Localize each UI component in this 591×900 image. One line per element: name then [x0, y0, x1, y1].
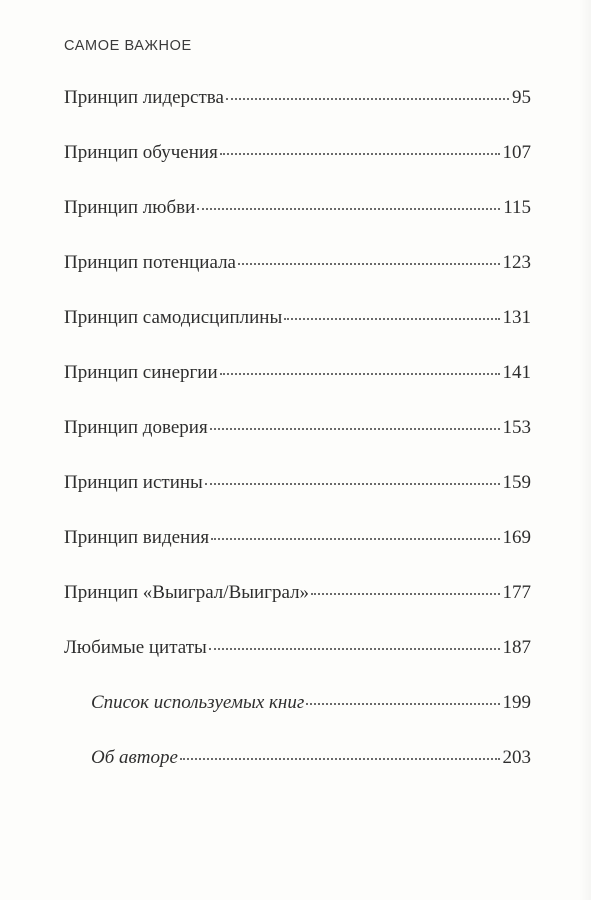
toc-entry-title: Принцип истины	[64, 472, 203, 493]
toc-entry	[64, 510, 531, 565]
toc-entry	[64, 345, 531, 400]
toc-entry	[64, 125, 531, 180]
dot-leader	[210, 427, 500, 430]
toc-entry-page-number: 107	[502, 142, 531, 163]
toc-entry-title: Принцип синергии	[64, 362, 218, 383]
toc-entry	[64, 730, 531, 785]
toc-entry-page-number: 159	[502, 472, 531, 493]
toc-entry-title: Принцип видения	[64, 527, 210, 548]
toc-entry	[64, 70, 531, 125]
toc-entry-title: Любимые цитаты	[64, 637, 207, 658]
dot-leader	[209, 647, 500, 650]
dot-leader	[284, 317, 499, 320]
toc-entry	[64, 400, 531, 455]
dot-leader	[205, 482, 500, 485]
table-of-contents	[64, 70, 531, 785]
toc-entry-page-number: 169	[502, 527, 531, 548]
toc-entry-page-number: 153	[502, 417, 531, 438]
toc-entry-title: Принцип «Выиграл/Выиграл»	[64, 582, 310, 603]
toc-entry-page-number: 177	[502, 582, 531, 603]
dot-leader	[306, 702, 499, 705]
toc-entry	[64, 675, 531, 730]
toc-entry-title: Принцип обучения	[64, 142, 218, 163]
dot-leader	[180, 757, 500, 760]
dot-leader	[220, 152, 500, 155]
toc-entry-page-number: 141	[502, 362, 531, 383]
dot-leader	[311, 592, 499, 595]
toc-entry	[64, 565, 531, 620]
toc-entry	[64, 620, 531, 675]
toc-entry-page-number: 199	[502, 692, 531, 713]
toc-entry	[64, 235, 531, 290]
page-edge-shade	[579, 0, 591, 900]
dot-leader	[226, 97, 509, 100]
toc-entry	[64, 290, 531, 345]
toc-entry-title: Принцип доверия	[64, 417, 208, 438]
toc-entry-page-number: 95	[512, 87, 531, 108]
toc-entry-title: Принцип самодисциплины	[64, 307, 283, 328]
dot-leader	[211, 537, 499, 540]
toc-entry-page-number: 115	[503, 197, 531, 218]
toc-entry-page-number: 203	[502, 747, 531, 768]
toc-entry-page-number: 187	[502, 637, 531, 658]
toc-entry-title: Принцип любви	[64, 197, 196, 218]
dot-leader	[197, 207, 500, 210]
toc-entry	[64, 180, 531, 235]
toc-entry-page-number: 131	[502, 307, 531, 328]
dot-leader	[220, 372, 500, 375]
toc-entry-title: Об авторе	[91, 747, 178, 768]
toc-entry-page-number: 123	[502, 252, 531, 273]
toc-entry-title: Список используемых книг	[91, 692, 305, 713]
toc-entry-title: Принцип потенциала	[64, 252, 236, 273]
dot-leader	[238, 262, 500, 265]
toc-entry	[64, 455, 531, 510]
running-head: САМОЕ ВАЖНОЕ	[64, 38, 192, 54]
toc-entry-title: Принцип лидерства	[64, 87, 224, 108]
